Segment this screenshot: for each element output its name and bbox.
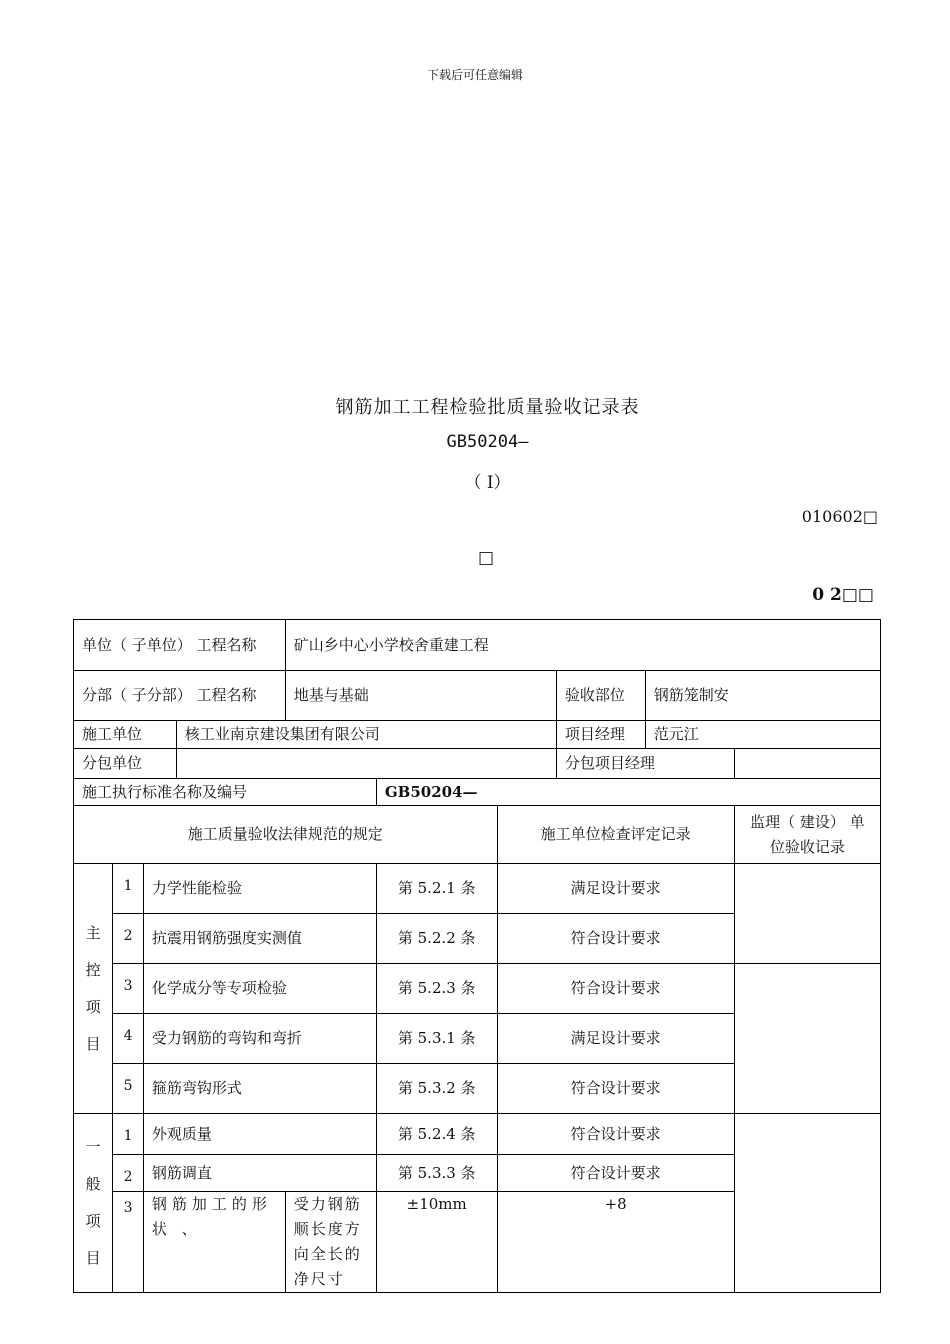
sub-project-row xyxy=(74,671,881,721)
clause-ref: 第 5.3.2 条 xyxy=(376,1064,497,1114)
sub-project-label: 分部（ 子分部） 工程名称 xyxy=(74,671,286,721)
row-number: 1 xyxy=(113,864,144,914)
sub-pm-value xyxy=(734,749,880,779)
main-control-label: 主 控 项 目 xyxy=(74,864,113,1114)
row-number: 4 xyxy=(113,1014,144,1064)
subcontractor-label: 分包单位 xyxy=(74,749,177,779)
row-number: 1 xyxy=(113,1114,144,1155)
pm-value: 范元江 xyxy=(645,721,880,749)
acceptance-part-label: 验收部位 xyxy=(556,671,645,721)
column-header-row xyxy=(74,806,881,864)
check-result: 满足设计要求 xyxy=(497,864,734,914)
supervisor-cell xyxy=(734,1114,880,1293)
row-number: 2 xyxy=(113,1155,144,1192)
clause-ref: 第 5.2.3 条 xyxy=(376,964,497,1014)
item-name: 力学性能检验 xyxy=(143,864,376,914)
check-result: 符合设计要求 xyxy=(497,914,734,964)
check-result: 满足设计要求 xyxy=(497,1014,734,1064)
contractor-check-header: 施工单位检查评定记录 xyxy=(497,806,734,864)
inspection-form-table xyxy=(73,619,881,1293)
form-code-line1: 010602□ xyxy=(801,507,878,526)
row-number: 3 xyxy=(113,1192,144,1293)
form-code-line2: □ xyxy=(478,548,495,568)
supervisor-cell xyxy=(734,964,880,1114)
clause-ref: 第 5.2.1 条 xyxy=(376,864,497,914)
check-result: 符合设计要求 xyxy=(497,964,734,1014)
general-items-label: 一 般 项 目 xyxy=(74,1114,113,1293)
watermark-text: 下载后可任意编辑 xyxy=(426,68,523,82)
clause-ref: 第 5.2.2 条 xyxy=(376,914,497,964)
subcontractor-value xyxy=(176,749,556,779)
supervisor-cell xyxy=(734,864,880,964)
row-number: 3 xyxy=(113,964,144,1014)
table-row xyxy=(74,964,881,1014)
contractor-value: 核工业南京建设集团有限公司 xyxy=(176,721,556,749)
clause-ref: 第 5.2.4 条 xyxy=(376,1114,497,1155)
contractor-label: 施工单位 xyxy=(74,721,177,749)
item-name: 抗震用钢筋强度实测值 xyxy=(143,914,376,964)
item-name: 外观质量 xyxy=(143,1114,376,1155)
clause-ref: 第 5.3.1 条 xyxy=(376,1014,497,1064)
tolerance-value: ±10mm xyxy=(376,1192,497,1293)
item-name: 化学成分等专项检验 xyxy=(143,964,376,1014)
exec-std-label: 施工执行标准名称及编号 xyxy=(74,779,377,806)
acceptance-part-value: 钢筋笼制安 xyxy=(645,671,880,721)
sub-project-value: 地基与基础 xyxy=(285,671,556,721)
check-result: 符合设计要求 xyxy=(497,1155,734,1192)
item-name: 钢筋调直 xyxy=(143,1155,376,1192)
item-name: 受力钢筋的弯钩和弯折 xyxy=(143,1014,376,1064)
sub-pm-label: 分包项目经理 xyxy=(556,749,734,779)
sub-item-name: 受力钢筋顺长度方向全长的净尺寸 xyxy=(285,1192,376,1293)
table-row xyxy=(74,1114,881,1155)
unit-project-label: 单位（ 子单位） 工程名称 xyxy=(74,620,286,671)
supervisor-check-header: 监理（ 建设） 单位验收记录 xyxy=(734,806,880,864)
clause-ref: 第 5.3.3 条 xyxy=(376,1155,497,1192)
unit-project-value: 矿山乡中心小学校舍重建工程 xyxy=(285,620,880,671)
pm-label: 项目经理 xyxy=(556,721,645,749)
contractor-row xyxy=(74,721,881,749)
exec-std-row xyxy=(74,779,881,806)
exec-std-value: GB50204— xyxy=(376,779,880,806)
measured-value: +8 xyxy=(497,1192,734,1293)
document-title: 钢筋加工工程检验批质量验收记录表 xyxy=(335,397,640,418)
check-result: 符合设计要求 xyxy=(497,1064,734,1114)
spec-column-header: 施工质量验收法律规范的规定 xyxy=(74,806,498,864)
item-name: 钢筋加工的形状 、 xyxy=(143,1192,285,1293)
part-label: （ Ⅰ） xyxy=(464,473,511,493)
form-code-line3: 0 2□□ xyxy=(812,585,874,605)
check-result: 符合设计要求 xyxy=(497,1114,734,1155)
unit-project-row xyxy=(74,620,881,671)
row-number: 5 xyxy=(113,1064,144,1114)
standard-code: GB50204— xyxy=(446,432,529,452)
row-number: 2 xyxy=(113,914,144,964)
item-name: 箍筋弯钩形式 xyxy=(143,1064,376,1114)
subcontractor-row xyxy=(74,749,881,779)
table-row xyxy=(74,864,881,914)
